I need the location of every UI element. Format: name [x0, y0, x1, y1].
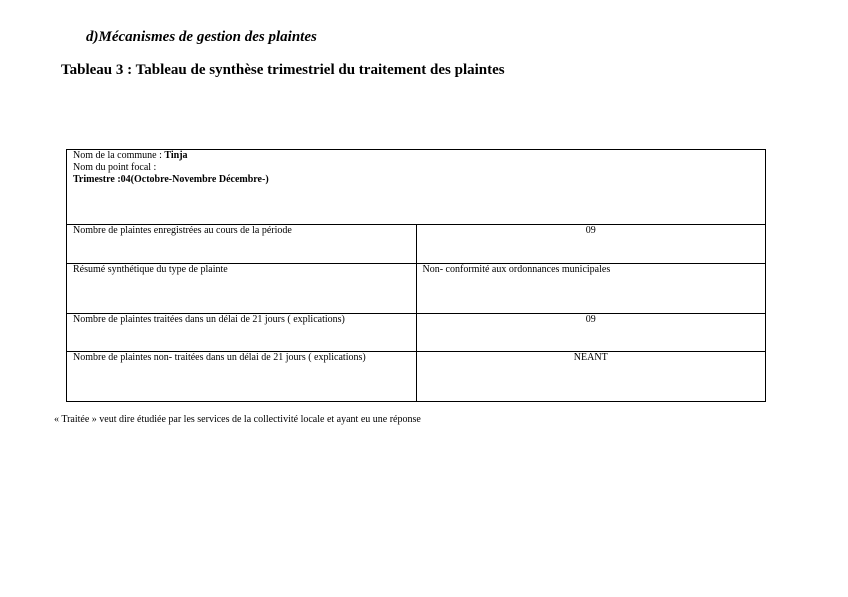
row-value: 09 [416, 225, 766, 264]
focal-point-label: Nom du point focal : [73, 162, 157, 173]
table-row [67, 352, 766, 402]
section-heading: d)Mécanismes de gestion des plaintes [86, 29, 317, 45]
commune-line [73, 150, 759, 162]
row-value: 09 [416, 314, 766, 352]
table-header-row [67, 150, 766, 225]
row-label: Nombre de plaintes traitées dans un délai de 21 jours ( explications) [67, 314, 417, 352]
table-row [67, 225, 766, 264]
row-label: Résumé synthétique du type de plainte [67, 264, 417, 314]
quarter-label: Trimestre :04(Octobre-Novembre Décembre-) [73, 174, 269, 185]
table-title: Tableau 3 : Tableau de synthèse trimestriel du traitement des plaintes [61, 62, 505, 78]
commune-label: Nom de la commune : [73, 150, 165, 161]
header-cell [67, 150, 766, 225]
commune-value: Tinja [164, 150, 188, 161]
complaints-summary-table [66, 149, 766, 402]
table-row [67, 264, 766, 314]
table-row [67, 314, 766, 352]
row-label: Nombre de plaintes non- traitées dans un délai de 21 jours ( explications) [67, 352, 417, 402]
row-value: NEANT [416, 352, 766, 402]
row-value: Non- conformité aux ordonnances municipales [416, 264, 766, 314]
footnote: « Traitée » veut dire étudiée par les services de la collectivité locale et ayant eu une réponse [54, 414, 421, 425]
row-label: Nombre de plaintes enregistrées au cours de la période [67, 225, 417, 264]
